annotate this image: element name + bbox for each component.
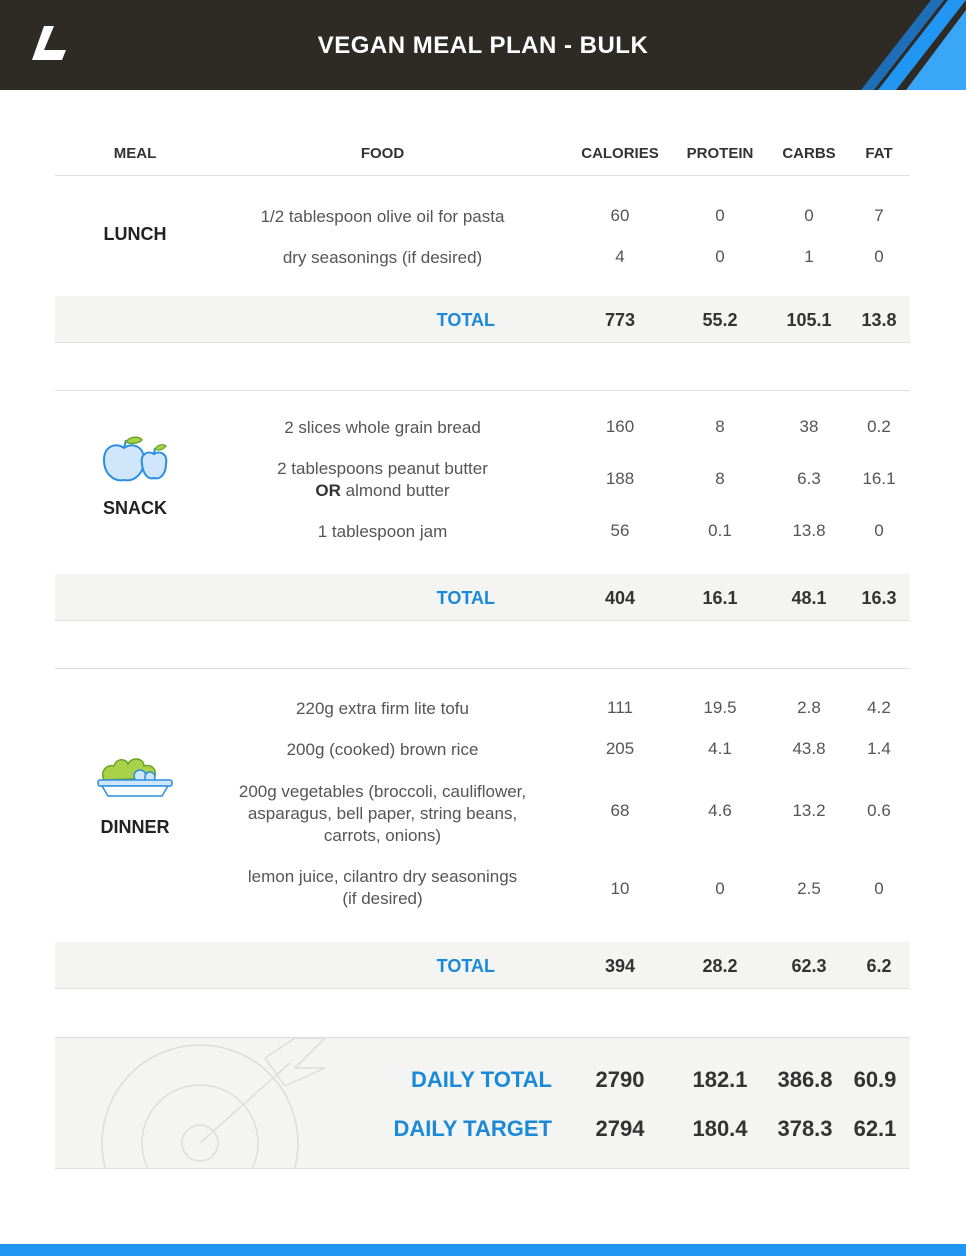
total-label: TOTAL xyxy=(436,956,495,976)
calories-value: 188 xyxy=(605,469,635,488)
calories-value: 56 xyxy=(610,521,630,540)
total-fat: 16.3 xyxy=(861,588,897,608)
fat-value: 0.2 xyxy=(867,417,891,436)
apple-icon xyxy=(102,434,168,484)
total-label: TOTAL xyxy=(436,310,495,330)
food-item xyxy=(215,781,550,847)
food-item xyxy=(215,458,550,502)
fat-value: 7 xyxy=(874,206,884,225)
header-bar xyxy=(0,0,966,90)
calories-value: 4 xyxy=(615,247,625,266)
total-row-snack xyxy=(55,574,910,621)
col-protein: PROTEIN xyxy=(686,145,754,162)
total-calories: 394 xyxy=(604,956,636,976)
food-item: 2 slices whole grain bread xyxy=(284,418,481,437)
calories-value: 205 xyxy=(605,739,635,758)
carbs-value: 2.5 xyxy=(797,879,821,898)
divider xyxy=(55,175,910,176)
meal-label-lunch: LUNCH xyxy=(103,224,167,244)
daily-target-protein: 180.4 xyxy=(692,1116,748,1141)
total-row-dinner xyxy=(55,942,910,989)
carbs-value: 13.8 xyxy=(792,521,826,540)
food-item: 1/2 tablespoon olive oil for pasta xyxy=(260,207,505,226)
calories-value: 60 xyxy=(610,206,630,225)
carbs-value: 2.8 xyxy=(797,698,821,717)
meal-label-dinner: DINNER xyxy=(100,817,170,837)
carbs-value: 1 xyxy=(804,247,814,266)
daily-summary xyxy=(55,1037,910,1169)
footer-bar xyxy=(0,1244,966,1256)
daily-total-protein: 182.1 xyxy=(692,1067,748,1092)
target-icon xyxy=(95,1038,395,1168)
daily-target-carbs: 378.3 xyxy=(777,1116,833,1141)
total-fat: 13.8 xyxy=(861,310,897,330)
salad-icon xyxy=(96,752,174,800)
total-row-lunch xyxy=(55,296,910,343)
calories-value: 10 xyxy=(610,879,630,898)
food-line: (if desired) xyxy=(342,889,423,908)
divider xyxy=(55,668,910,669)
total-carbs: 105.1 xyxy=(786,310,832,330)
food-line: 200g vegetables (broccoli, cauliflower, xyxy=(238,782,527,801)
total-calories: 773 xyxy=(604,310,636,330)
food-item: 220g extra firm lite tofu xyxy=(296,699,469,718)
daily-total-carbs: 386.8 xyxy=(777,1067,833,1092)
col-carbs: CARBS xyxy=(782,145,836,162)
col-food: FOOD xyxy=(360,145,405,162)
total-label: TOTAL xyxy=(436,588,495,608)
meal-label-snack: SNACK xyxy=(102,498,167,518)
calories-value: 68 xyxy=(610,801,630,820)
total-calories: 404 xyxy=(604,588,636,608)
protein-value: 0 xyxy=(715,247,725,266)
carbs-value: 13.2 xyxy=(792,801,826,820)
header-stripes xyxy=(836,0,966,90)
protein-value: 8 xyxy=(715,469,725,488)
food-item: 1 tablespoon jam xyxy=(317,522,448,541)
calories-value: 111 xyxy=(607,698,633,717)
food-item xyxy=(215,866,550,910)
daily-total-label: DAILY TOTAL xyxy=(411,1067,552,1092)
col-fat: FAT xyxy=(865,145,893,162)
protein-value: 4.1 xyxy=(708,739,732,758)
daily-target-label: DAILY TARGET xyxy=(393,1116,552,1141)
protein-value: 0 xyxy=(715,206,725,225)
protein-value: 19.5 xyxy=(703,698,737,717)
daily-total-calories: 2790 xyxy=(595,1067,645,1092)
fat-value: 0.6 xyxy=(867,801,891,820)
carbs-value: 43.8 xyxy=(792,739,826,758)
protein-value: 4.6 xyxy=(708,801,732,820)
col-calories: CALORIES xyxy=(581,145,659,162)
fat-value: 4.2 xyxy=(867,698,891,717)
food-line: lemon juice, cilantro dry seasonings xyxy=(247,867,518,886)
total-protein: 16.1 xyxy=(702,588,738,608)
total-carbs: 62.3 xyxy=(791,956,827,976)
divider xyxy=(55,390,910,391)
carbs-value: 6.3 xyxy=(797,469,821,488)
fat-value: 0 xyxy=(874,521,884,540)
page-title: VEGAN MEAL PLAN - BULK xyxy=(317,32,649,59)
food-item: 200g (cooked) brown rice xyxy=(286,740,479,759)
daily-total-fat: 60.9 xyxy=(853,1067,897,1092)
carbs-value: 38 xyxy=(799,417,819,436)
fat-value: 1.4 xyxy=(867,739,891,758)
or-label: OR xyxy=(315,481,341,500)
total-fat: 6.2 xyxy=(866,956,892,976)
food-item: dry seasonings (if desired) xyxy=(282,248,483,267)
total-protein: 55.2 xyxy=(702,310,738,330)
food-line: 2 tablespoons peanut butter xyxy=(277,459,488,478)
fat-value: 0 xyxy=(874,247,884,266)
fat-value: 16.1 xyxy=(862,469,896,488)
total-carbs: 48.1 xyxy=(791,588,827,608)
food-line: almond butter xyxy=(340,481,450,500)
daily-target-fat: 62.1 xyxy=(853,1116,897,1141)
food-line: asparagus, bell paper, string beans, xyxy=(247,804,518,823)
fat-value: 0 xyxy=(874,879,884,898)
calories-value: 160 xyxy=(605,417,635,436)
protein-value: 0 xyxy=(715,879,725,898)
col-meal: MEAL xyxy=(113,145,157,162)
protein-value: 8 xyxy=(715,417,725,436)
food-line: carrots, onions) xyxy=(323,826,442,845)
total-protein: 28.2 xyxy=(702,956,738,976)
carbs-value: 0 xyxy=(804,206,814,225)
daily-target-calories: 2794 xyxy=(595,1116,645,1141)
protein-value: 0.1 xyxy=(708,521,732,540)
